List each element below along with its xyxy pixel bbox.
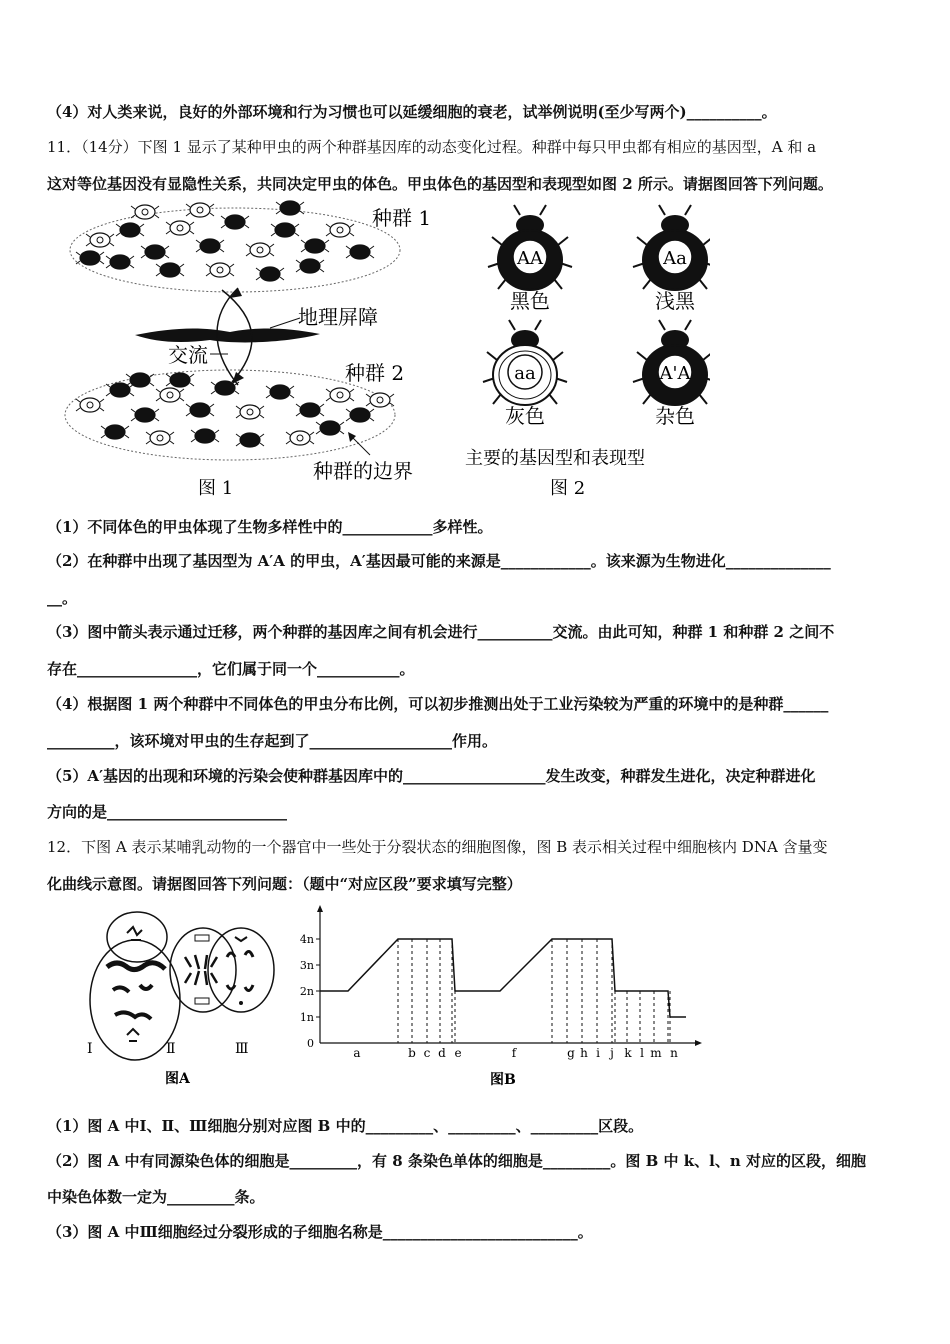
population-2-beetle-19 bbox=[126, 373, 154, 387]
x-label-b: b bbox=[408, 1046, 416, 1060]
x-label-g: g bbox=[567, 1046, 575, 1060]
q11-intro-line1: 11．（14分）下图 1 显示了某种甲虫的两个种群基因库的动态变化过程。种群中每只甲虫都有相应的基因型，A 和 a bbox=[47, 138, 817, 156]
y-tick-1n: 1n bbox=[299, 1011, 314, 1024]
x-label-l: l bbox=[640, 1046, 644, 1060]
y-tick-4n: 4n bbox=[299, 933, 314, 946]
x-label-d: d bbox=[438, 1046, 446, 1060]
exchange-label: 交流 bbox=[168, 343, 208, 367]
figure-A bbox=[45, 905, 285, 1090]
population-1-beetle-5 bbox=[221, 215, 249, 229]
population-2-beetle-2 bbox=[131, 408, 159, 422]
y-tick-2n: 2n bbox=[299, 985, 314, 998]
population-1-beetle-1 bbox=[116, 223, 144, 237]
population-2-beetle-6 bbox=[236, 405, 264, 419]
cell-II bbox=[170, 928, 236, 1012]
beetle-AA bbox=[488, 205, 572, 313]
population-1-beetle-0 bbox=[86, 233, 114, 247]
figure-1 bbox=[60, 200, 450, 500]
cell-III bbox=[208, 928, 274, 1012]
population-2-beetle-14 bbox=[236, 433, 264, 447]
population-1-beetle-16 bbox=[346, 245, 374, 259]
x-label-a: a bbox=[353, 1046, 361, 1060]
figure-2-subtitle: 主要的基因型和表现型 bbox=[465, 448, 645, 469]
population-1-beetle-9 bbox=[326, 223, 354, 237]
barrier-label: 地理屏障 bbox=[298, 305, 378, 329]
q11-part4-line1: （4）根据图 1 两个种群中不同体色的甲虫分布比例，可以初步推测出处于工业污染较为严重的环境中的是种群______ bbox=[47, 695, 829, 713]
figure-B-caption: 图B bbox=[490, 1072, 516, 1088]
beetle-ApA bbox=[633, 320, 710, 428]
figure-1-caption: 图 1 bbox=[198, 478, 234, 499]
y-tick-3n: 3n bbox=[299, 959, 314, 972]
population-2-beetle-17 bbox=[166, 373, 194, 387]
population-2-beetle-0 bbox=[76, 398, 104, 412]
q12-part2-line1: （2）图 A 中有同源染色体的细胞是_________，有 8 条染色单体的细胞是_________。图 B 中 k、l、n 对应的区段，细胞 bbox=[47, 1152, 866, 1170]
population-1-beetle-4 bbox=[196, 239, 224, 253]
beetle-Aa bbox=[633, 205, 710, 313]
beetle-color-label: 浅黑 bbox=[655, 289, 695, 313]
population-2-label: 种群 2 bbox=[345, 361, 405, 385]
x-label-n: n bbox=[670, 1046, 678, 1060]
geographic-barrier bbox=[135, 328, 320, 342]
cell-III-label: Ⅲ bbox=[235, 1041, 249, 1057]
population-2-beetle-8 bbox=[296, 403, 324, 417]
beetle-color-label: 杂色 bbox=[655, 404, 695, 428]
population-1-beetle-17 bbox=[76, 251, 104, 265]
beetle-genotype-label: A'A bbox=[659, 363, 691, 384]
q11-part5-line2: 方向的是________________________ bbox=[47, 803, 288, 821]
population-1-label: 种群 1 bbox=[372, 206, 432, 230]
population-2-beetle-13 bbox=[191, 429, 219, 443]
boundary-label: 种群的边界 bbox=[313, 459, 413, 483]
population-2-beetle-3 bbox=[156, 388, 184, 402]
population-2-beetle-15 bbox=[286, 431, 314, 445]
cell-I bbox=[90, 912, 180, 1060]
population-1-beetle-11 bbox=[156, 263, 184, 277]
q12-intro-line2: 化曲线示意图。请据图回答下列问题：（题中“对应区段”要求填写完整） bbox=[47, 875, 522, 893]
population-1-beetle-6 bbox=[246, 243, 274, 257]
population-1-beetle-19 bbox=[276, 201, 304, 215]
population-1-beetle-7 bbox=[271, 223, 299, 237]
beetle-genotype-label: Aa bbox=[663, 248, 687, 269]
q11-intro-line2: 这对等位基因没有显隐性关系，共同决定甲虫的体色。甲虫体色的基因型和表现型如图 2 所示。请据图回答下列问题。 bbox=[47, 175, 833, 193]
q11-part3-line1: （3）图中箭头表示通过迁移，两个种群的基因库之间有机会进行__________交流。由此可知，种群 1 和种群 2 之间不 bbox=[47, 623, 835, 641]
cell-I-label: Ⅰ bbox=[87, 1041, 93, 1057]
figure-A-caption: 图A bbox=[165, 1071, 190, 1087]
population-1-beetle-12 bbox=[206, 263, 234, 277]
population-2-beetle-18 bbox=[366, 393, 394, 407]
y-tick-0: 0 bbox=[307, 1037, 314, 1050]
q11-part3-line2: 存在________________，它们属于同一个___________。 bbox=[47, 660, 415, 678]
q12-part2-line2: 中染色体数一定为_________条。 bbox=[47, 1188, 265, 1206]
q11-part5-line1: （5）A′基因的出现和环境的污染会使种群基因库中的___________________发生改变，种群发生进化，决定种群进化 bbox=[47, 767, 816, 785]
population-1-beetle-8 bbox=[301, 239, 329, 253]
q10-part4: （4）对人类来说，良好的外部环境和行为习惯也可以延缓细胞的衰老，试举例说明(至少写两个)__________。 bbox=[47, 103, 777, 121]
x-label-h: h bbox=[580, 1046, 588, 1060]
q12-part3: （3）图 A 中Ⅲ细胞经过分裂形成的子细胞名称是__________________________。 bbox=[47, 1223, 593, 1241]
figure-2-caption: 图 2 bbox=[550, 478, 586, 499]
beetle-aa bbox=[483, 320, 567, 428]
figure-B-chart bbox=[290, 900, 710, 1090]
population-2-beetle-16 bbox=[316, 421, 344, 435]
population-1-beetle-18 bbox=[131, 205, 159, 219]
population-1-beetle-13 bbox=[256, 267, 284, 281]
beetle-color-label: 灰色 bbox=[505, 404, 545, 428]
x-label-f: f bbox=[511, 1046, 517, 1060]
x-label-k: k bbox=[624, 1046, 632, 1060]
x-label-e: e bbox=[454, 1046, 462, 1060]
population-2-beetle-10 bbox=[346, 408, 374, 422]
population-1-beetle-15 bbox=[186, 203, 214, 217]
q11-part2-line2: __。 bbox=[47, 589, 78, 607]
q12-intro-line1: 12．下图 A 表示某哺乳动物的一个器官中一些处于分裂状态的细胞图像，图 B 表示相关过程中细胞核内 DNA 含量变 bbox=[47, 838, 828, 856]
x-label-m: m bbox=[650, 1046, 662, 1060]
x-label-c: c bbox=[423, 1046, 431, 1060]
population-2-beetle-4 bbox=[186, 403, 214, 417]
dna-content-line bbox=[320, 939, 686, 1017]
beetle-color-label: 黑色 bbox=[510, 289, 550, 313]
population-2-beetle-5 bbox=[211, 381, 239, 395]
x-label-j: j bbox=[610, 1046, 614, 1060]
population-2-beetle-9 bbox=[326, 388, 354, 402]
population-2-beetle-11 bbox=[101, 425, 129, 439]
figure-2 bbox=[460, 200, 710, 500]
cell-II-label: Ⅱ bbox=[166, 1041, 176, 1057]
q11-part2-line1: （2）在种群中出现了基因型为 A′A 的甲虫，A′基因最可能的来源是____________。该来源为生物进化______________ bbox=[47, 552, 831, 570]
population-1-beetle-10 bbox=[106, 255, 134, 269]
beetle-genotype-label: aa bbox=[514, 363, 536, 384]
population-2-beetle-7 bbox=[266, 385, 294, 399]
q12-part1: （1）图 A 中Ⅰ、Ⅱ、Ⅲ细胞分别对应图 B 中的_________、_________、_________区段。 bbox=[47, 1117, 644, 1135]
beetle-genotype-label: AA bbox=[517, 248, 543, 269]
population-1-beetle-3 bbox=[166, 221, 194, 235]
q11-part4-line2: _________，该环境对甲虫的生存起到了___________________作用。 bbox=[47, 732, 498, 750]
population-1-beetle-14 bbox=[296, 259, 324, 273]
population-2-beetle-12 bbox=[146, 431, 174, 445]
q11-part1: （1）不同体色的甲虫体现了生物多样性中的____________多样性。 bbox=[47, 518, 493, 536]
population-2-beetle-1 bbox=[106, 383, 134, 397]
x-label-i: i bbox=[596, 1046, 600, 1060]
population-1-beetle-2 bbox=[141, 245, 169, 259]
